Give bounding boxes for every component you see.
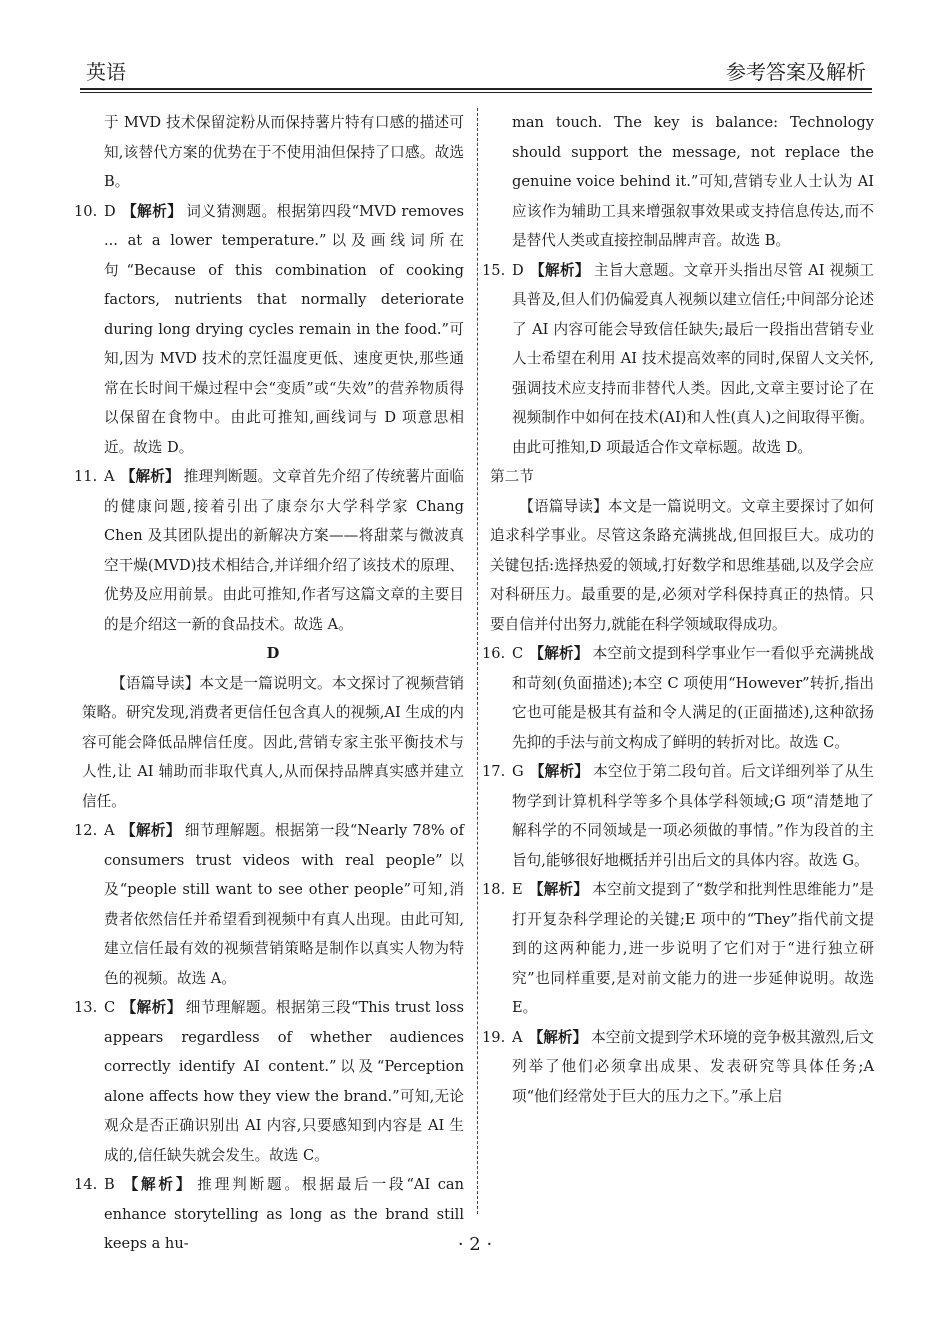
- analysis-tag: 【解析】: [121, 999, 182, 1016]
- analysis-tag: 【解析】: [120, 1176, 194, 1193]
- answer-letter: D: [512, 261, 524, 279]
- passage-guide-d: 【语篇导读】本文是一篇说明文。本文探讨了视频营销策略。研究发现,消费者更信任包含真人的视频,AI 生成的内容可能会降低品牌信任度。因此,营销专家主张平衡技术与人性,让 AI 辅助而非取代真人,从而保持品牌真实感并建立信任。: [82, 674, 464, 810]
- page-header: [80, 56, 872, 86]
- answer-q16: [482, 639, 874, 757]
- question-number: 12.: [74, 822, 98, 839]
- answer-letter: C: [512, 645, 524, 662]
- header-title: 参考答案及解析: [726, 60, 866, 84]
- question-number: 15.: [482, 261, 506, 279]
- analysis-tag: 【解析】: [529, 261, 590, 279]
- question-number: 16.: [482, 645, 506, 662]
- answer-letter: D: [104, 202, 116, 220]
- answer-letter: B: [104, 1176, 115, 1193]
- answer-letter: A: [104, 468, 115, 485]
- answer-q18: [482, 875, 874, 1023]
- answer-q12: [74, 816, 464, 993]
- left-column: [74, 108, 464, 1259]
- answer-letter: A: [104, 822, 115, 839]
- analysis-tag: 【解析】: [528, 1028, 588, 1046]
- answer-letter: A: [512, 1028, 523, 1046]
- question-number: 14.: [74, 1176, 98, 1193]
- answer-q14-continued: man touch. The key is balance: Technology should support the message, not replace the genuine voice behind it.”可知,营销专业人士认为 AI 应该作为辅助工具来增强叙事效果或支持信息传达,而不是替代人类或直接控制品牌声音。故选 B。: [512, 114, 874, 249]
- analysis-tag: 【解析】: [529, 645, 589, 662]
- analysis-text: 本空前文提到科学事业乍一看似乎充满挑战和苛刻(负面描述);本空 C 项使用“However”转折,指出它也可能是极其有益和令人满足的(正面描述),这种欲扬先抑的手法与前文构成了鲜明的转折对比。故选 C。: [512, 645, 874, 751]
- question-number: 19.: [482, 1028, 506, 1046]
- answer-q13: [74, 993, 464, 1170]
- column-divider: [477, 108, 478, 1214]
- question-number: 18.: [482, 881, 506, 898]
- analysis-text: 细节理解题。根据第三段“This trust loss appears regardless of whether audiences correctly identify AI content.”以及“Perception alone affects how they view the brand.”可知,无论观众是否正确识别出 AI 内容,只要感知到内容是 AI 生成的,信任缺失就会发生。故选 C。: [104, 999, 464, 1164]
- page-number: · 2 ·: [457, 1234, 493, 1255]
- analysis-tag: 【解析】: [121, 202, 183, 220]
- question-number: 10.: [74, 202, 98, 220]
- answer-q11: [74, 462, 464, 639]
- analysis-text: 词义猜测题。根据第四段“MVD removes ... at a lower temperature.”以及画线词所在句“Because of this combination of cooking factors, nutrients that normally deteriorate during long drying cycles remain in the food.”可知,因为 MVD 技术的烹饪温度更低、速度更快,那些通常在长时间干燥过程中会“变质”或“失效”的营养物质得以保留在食物中。由此可推知,画线词与 D 项意思相近。故选 D。: [104, 202, 464, 456]
- passage-guide-part2: 【语篇导读】本文是一篇说明文。文章主要探讨了如何追求科学事业。尽管这条路充满挑战,但回报巨大。成功的关键包括:选择热爱的领域,打好数学和思维基础,以及学会应对科研压力。最重要的是,必须对学科保持真正的热情。只要自信并付出努力,就能在科学领域取得成功。: [490, 497, 874, 633]
- answer-letter: C: [104, 999, 116, 1016]
- paragraph-q9-continued: 于 MVD 技术保留淀粉从而保持薯片特有口感的描述可知,该替代方案的优势在于不使用油但保持了口感。故选 B。: [104, 114, 464, 190]
- question-number: 11.: [74, 468, 98, 485]
- analysis-tag: 【解析】: [528, 881, 589, 898]
- answer-letter: G: [512, 763, 524, 780]
- header-rule-thin: [80, 92, 872, 93]
- analysis-text: 本空位于第二段句首。后文详细列举了从生物学到计算机科学等多个具体学科领域;G 项“清楚地了解科学的不同领域是一项必须做的事情。”作为段首的主旨句,能够很好地概括并引出后文的具体内容。故选 G。: [512, 763, 874, 869]
- analysis-text: 本空前文提到学术环境的竞争极其激烈,后文列举了他们必须拿出成果、发表研究等具体任务;A 项“他们经常处于巨大的压力之下。”承上启: [512, 1028, 874, 1105]
- analysis-text: 推理判断题。根据最后一段“AI can enhance storytelling as long as the brand still keeps a hu-: [104, 1176, 464, 1252]
- header-rule-thick: [80, 88, 872, 90]
- right-column: [482, 108, 874, 1111]
- answer-letter: E: [512, 881, 523, 898]
- analysis-tag: 【解析】: [120, 822, 181, 839]
- answer-q10: [74, 197, 464, 463]
- section-heading-part2: 第二节: [490, 468, 534, 485]
- subject-label: 英语: [86, 60, 126, 84]
- analysis-tag: 【解析】: [529, 763, 590, 780]
- question-number: 13.: [74, 999, 98, 1016]
- analysis-text: 推理判断题。文章首先介绍了传统薯片面临的健康问题,接着引出了康奈尔大学科学家 Chang Chen 及其团队提出的新解决方案——将甜菜与微波真空干燥(MVD)技术相结合,并详细介绍了该技术的原理、优势及应用前景。由此可推知,作者写这篇文章的主要目的是介绍这一新的食品技术。故选 A。: [104, 468, 464, 633]
- analysis-text: 细节理解题。根据第一段“Nearly 78% of consumers trust videos with real people”以及“people still want to see other people”可知,消费者依然信任并希望看到视频中有真人出现。由此可知,建立信任最有效的视频营销策略是制作以真实人物为特色的视频。故选 A。: [104, 822, 464, 987]
- answer-q15: [482, 256, 874, 463]
- question-number: 17.: [482, 763, 506, 780]
- answer-q19: [482, 1023, 874, 1112]
- answer-q17: [482, 757, 874, 875]
- analysis-tag: 【解析】: [120, 468, 180, 485]
- analysis-text: 主旨大意题。文章开头指出尽管 AI 视频工具普及,但人们仍偏爱真人视频以建立信任;中间部分论述了 AI 内容可能会导致信任缺失;最后一段指出营销专业人士希望在利用 AI 技术提高效率的同时,保留人文关怀,强调技术应支持而非替代人类。因此,文章主要讨论了在视频制作中如何在技术(AI)和人性(真人)之间取得平衡。由此可推知,D 项最适合作文章标题。故选 D。: [512, 261, 874, 456]
- section-heading-d: D: [266, 645, 280, 662]
- analysis-text: 本空前文提到了“数学和批判性思维能力”是打开复杂科学理论的关键;E 项中的“They”指代前文提到的这两种能力,进一步说明了它们对于“进行独立研究”也同样重要,是对前文能力的进一步延伸说明。故选 E。: [512, 881, 874, 1016]
